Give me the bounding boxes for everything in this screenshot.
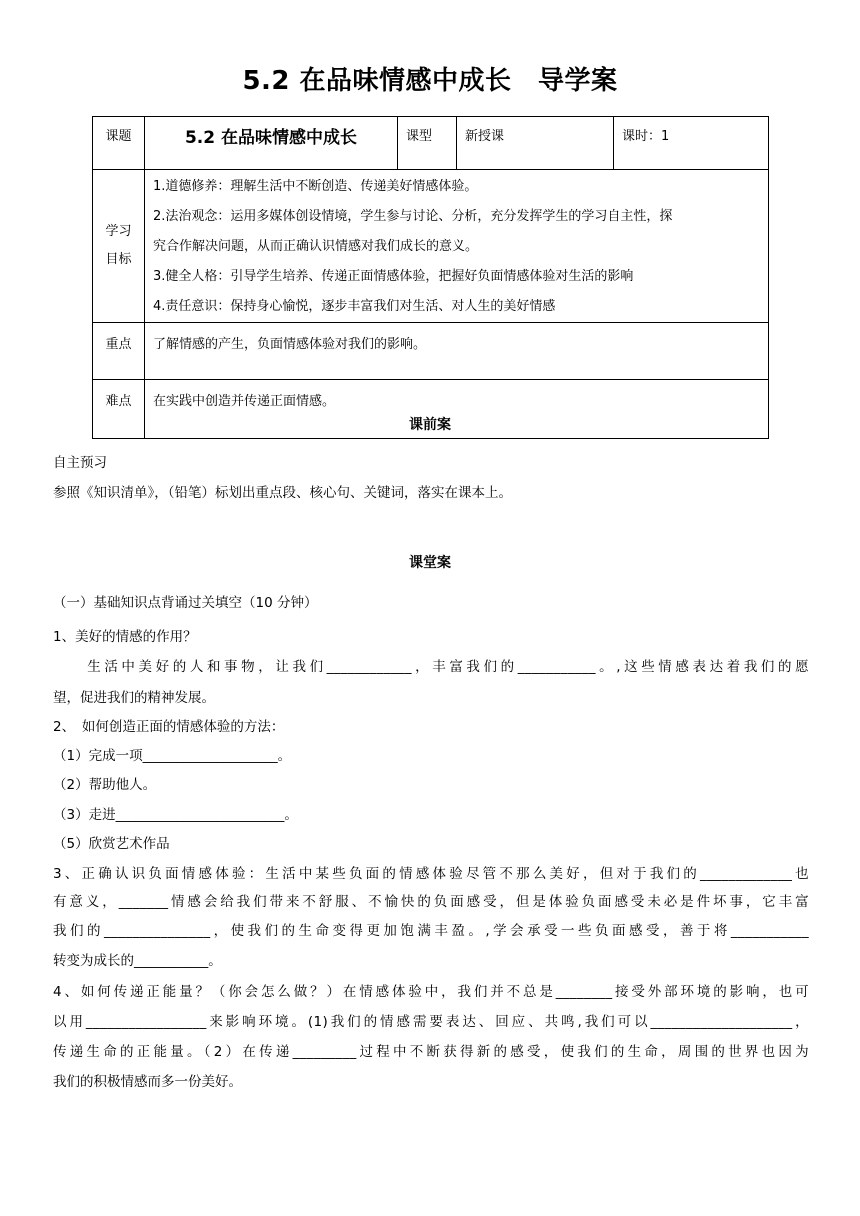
- period-cell: [614, 117, 769, 170]
- difficult-point: 在实践中创造并传递正面情感。: [145, 380, 769, 439]
- exercise-line: （3）走进_________________________。: [53, 807, 298, 823]
- objective-line: 2.法治观念：运用多媒体创设情境，学生参与讨论、分析，充分发挥学生的学习自主性，探: [153, 209, 673, 224]
- topic-label: 课题: [105, 129, 132, 144]
- type-label: 课型: [406, 129, 433, 144]
- objectives-cell: [145, 170, 769, 323]
- type-label-cell: [398, 117, 457, 170]
- objective-line: 4.责任意识：保持身心愉悦，逐步丰富我们对生活、对人生的美好情感: [153, 299, 556, 314]
- exercise-line: 3、正确认识负面情感体验：生活中某些负面的情感体验尽管不那么美好，但对于我们的_____________也: [53, 866, 809, 882]
- goals-label-line2: 目标: [105, 252, 132, 267]
- objective-line: 究合作解决问题，从而正确认识情感对我们成长的意义。: [153, 239, 479, 254]
- exercise-line: 传递生命的正能量。（2）在传递_________过程中不断获得新的感受，使我们的生命，周围的世界也因为: [53, 1044, 809, 1060]
- table-row: [93, 170, 769, 323]
- table-row: [93, 117, 769, 170]
- lesson-title: 5.2 在品味情感中成长: [145, 117, 398, 170]
- exercise-line: 4、如何传递正能量？（你会怎么做？）在情感体验中，我们并不总是________接受外部环境的影响，也可: [53, 984, 809, 1000]
- exercise-line: （1）完成一项____________________。: [53, 748, 292, 764]
- section1-title: （一）基础知识点背诵过关填空（10 分钟）: [53, 595, 318, 611]
- type-value: 新授课: [465, 129, 505, 144]
- exercise-line: 望，促进我们的精神发展。: [53, 690, 215, 706]
- objective-line: 3.健全人格：引导学生培养、传递正面情感体验，把握好负面情感体验对生活的影响: [153, 269, 634, 284]
- goals-label-line1: 学习: [105, 224, 132, 239]
- exercise-line: 我们的_______________，使我们的生命变得更加饱满丰盈。,学会承受一些负面感受，善于将___________: [53, 923, 809, 939]
- type-value-cell: [457, 117, 614, 170]
- exercise-line: 1、美好的情感的作用？: [53, 629, 197, 645]
- exercise-line: 以用_________________来影响环境。(1)我们的情感需要表达、回应、共鸣,我们可以____________________，: [53, 1014, 809, 1030]
- goals-label-cell: [93, 170, 145, 323]
- objective-line: 1.道德修养：理解生活中不断创造、传递美好情感体验。: [153, 179, 478, 194]
- exercise-line: 我们的积极情感而多一份美好。: [53, 1074, 242, 1090]
- difficult-label: 难点: [93, 380, 145, 439]
- preclass-instruction: 参照《知识清单》，（铅笔）标划出重点段、核心句、关键词，落实在课本上。: [53, 485, 512, 501]
- key-point: 了解情感的产生，负面情感体验对我们的影响。: [145, 323, 769, 380]
- exercise-line: （5）欣赏艺术作品: [53, 836, 170, 852]
- table-row: [93, 323, 769, 380]
- exercise-line: 转变为成长的___________。: [53, 953, 222, 969]
- page-title: 5.2 在品味情感中成长 导学案: [242, 66, 618, 96]
- exercise-line: 生活中美好的人和事物，让我们____________，丰富我们的___________。,这些情感表达着我们的愿: [53, 659, 809, 675]
- period-value: 课时：1: [622, 129, 670, 144]
- topic-label-cell: [93, 117, 145, 170]
- preclass-subheading: 自主预习: [53, 455, 107, 471]
- lesson-info-table: [92, 116, 769, 439]
- exercise-line: （2）帮助他人。: [53, 777, 157, 793]
- inclass-heading: 课堂案: [409, 555, 451, 571]
- exercise-line: 有意义，_______情感会给我们带来不舒服、不愉快的负面感受，但是体验负面感受未必是件坏事，它丰富: [53, 894, 809, 910]
- key-label: 重点: [93, 323, 145, 380]
- preclass-heading: 课前案: [409, 417, 451, 433]
- exercise-line: 2、 如何创造正面的情感体验的方法：: [53, 719, 285, 735]
